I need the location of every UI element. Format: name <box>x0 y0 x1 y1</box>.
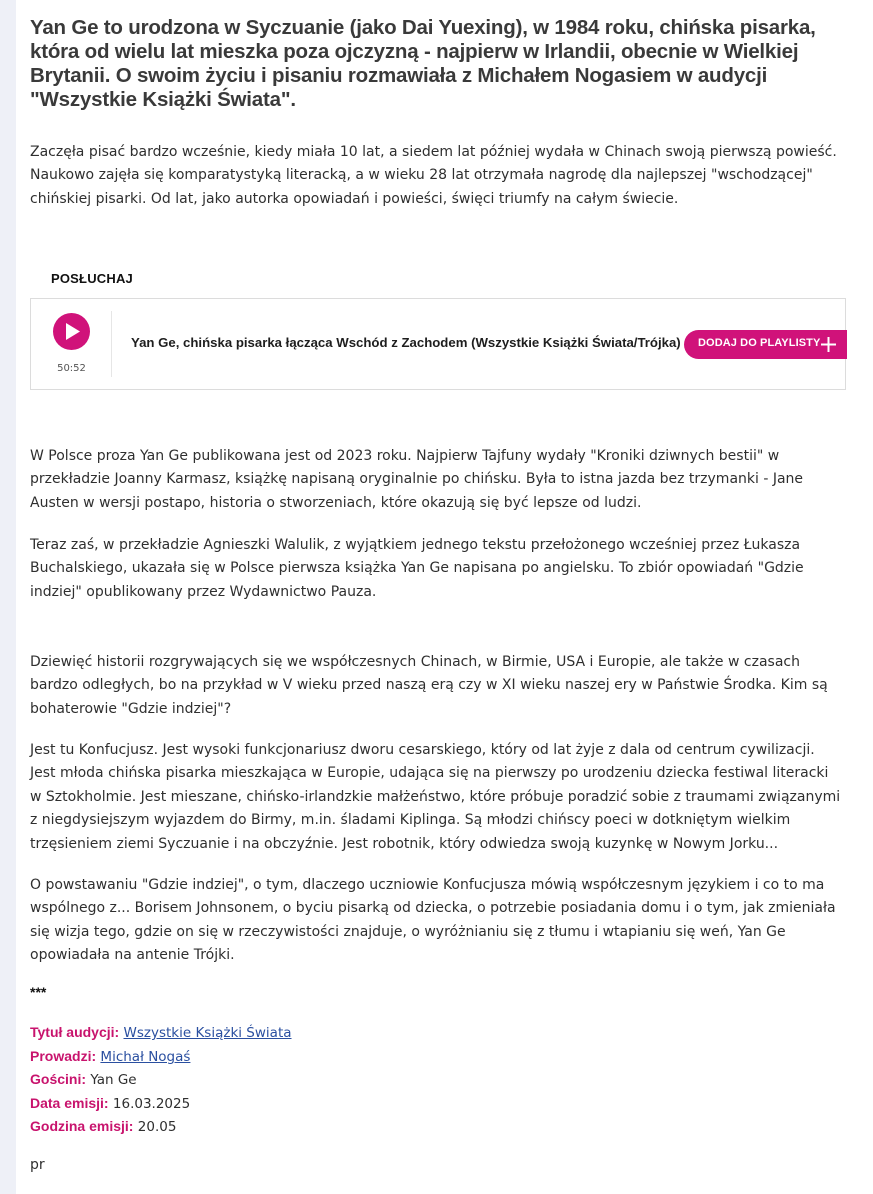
meta-date-value: 16.03.2025 <box>112 1096 191 1112</box>
meta-show-key: Tytuł audycji: <box>30 1024 120 1040</box>
article-paragraph-5: O powstawaniu "Gdzie indziej", o tym, dlaczego uczniowie Konfucjusza mówią współczesnym językiem i co to ma wspólnego z... Borisem Johnsonem, o byciu pisarką od dziecka, o potrzebie posiadania domu i o tym, jak zmieniała się wizja tego, gdzie on się w rzeczywistości znajduje, o wyróżnianiu się z tłumu i wtapianiu się weń, Yan Ge opowiadała na antenie Trójki. <box>30 877 836 964</box>
meta-host <box>30 1046 190 1067</box>
meta-host-key: Prowadzi: <box>30 1048 97 1064</box>
play-button[interactable] <box>53 313 90 350</box>
article-paragraph-3: Dziewięć historii rozgrywających się we współczesnych Chinach, w Birmie, USA i Europie, ale także w czasach bardzo odległych, bo na przykład w V wieku przed naszą erą czy w XI wieku naszej ery w Państwie Środka. Kim są bohaterowie "Gdzie indziej"? <box>30 654 828 717</box>
article-intro: Zaczęła pisać bardzo wcześnie, kiedy miała 10 lat, a siedem lat później wydała w Chinach swoją pierwszą powieść. Naukowo zajęła się komparatystyką literacką, a w wieku 28 lat otrzymała nagrodę dla najlepszej "wschodzącej" chińskiej pisarki. Od lat, jako autorka opowiadań i powieści, święci triumfy na całym świecie. <box>30 144 837 207</box>
add-to-playlist-button[interactable] <box>684 330 847 359</box>
meta-time-value: 20.05 <box>137 1119 177 1135</box>
section-separator: *** <box>30 984 47 1000</box>
player-divider <box>111 311 112 377</box>
meta-time <box>30 1116 176 1137</box>
add-to-playlist-label: DODAJ DO PLAYLISTY <box>698 337 821 349</box>
meta-date-key: Data emisji: <box>30 1095 109 1111</box>
host-link[interactable]: Michał Nogaś <box>100 1049 191 1065</box>
listen-label: POSŁUCHAJ <box>51 271 133 286</box>
author-signature: pr <box>30 1157 45 1173</box>
meta-time-key: Godzina emisji: <box>30 1118 134 1134</box>
audio-player <box>30 298 846 390</box>
audio-duration: 50:52 <box>57 363 86 374</box>
article-lead: Yan Ge to urodzona w Syczuanie (jako Dai Yuexing), w 1984 roku, chińska pisarka, która od wielu lat mieszka poza ojczyzną - najpierw w Irlandii, obecnie w Wielkiej Brytanii. O swoim życiu i pisaniu rozmawiała z Michałem Nogasiem w audycji "Wszystkie Książki Świata". <box>30 16 816 111</box>
audio-title: Yan Ge, chińska pisarka łącząca Wschód z Zachodem (Wszystkie Książki Świata/Trójka) <box>131 335 681 350</box>
show-link[interactable]: Wszystkie Książki Świata <box>123 1025 292 1041</box>
meta-show <box>30 1022 292 1043</box>
left-gutter <box>0 0 16 1194</box>
meta-guest <box>30 1069 137 1090</box>
article-paragraph-2: Teraz zaś, w przekładzie Agnieszki Walulik, z wyjątkiem jednego tekstu przełożonego wcześniej przez Łukasza Buchalskiego, ukazała się w Polsce pierwsza książka Yan Ge napisana po angielsku. To zbiór opowiadań "Gdzie indziej" opublikowany przez Wydawnictwo Pauza. <box>30 537 804 600</box>
article-paragraph-4: Jest tu Konfucjusz. Jest wysoki funkcjonariusz dworu cesarskiego, który od lat żyje z dala od centrum cywilizacji. Jest młoda chińska pisarka mieszkająca w Europie, udająca się na pierwszy po urodzeniu dziecka festiwal literacki w Sztokholmie. Jest mieszane, chińsko-irlandzkie małżeństwo, które próbuje poradzić sobie z traumami związanymi z niegdysiejszym wyjazdem do Birmy, m.in. śladami Kiplinga. Są młodzi chińscy poeci w dotkniętym wielkim trzęsieniem ziemi Syczuanie i na obczyźnie. Jest robotnik, który odwiedza swoją kuzynkę w Nowym Jorku... <box>30 742 841 852</box>
meta-date <box>30 1093 190 1114</box>
meta-guest-value: Yan Ge <box>90 1072 137 1088</box>
article-paragraph-1: W Polsce proza Yan Ge publikowana jest od 2023 roku. Najpierw Tajfuny wydały "Kroniki dziwnych bestii" w przekładzie Joanny Karmasz, książkę napisaną oryginalnie po chińsku. Była to istna jazda bez trzymanki - Jane Austen w wersji postapo, historia o stworzeniach, które okazują się być lepsze od ludzi. <box>30 448 804 511</box>
meta-guest-key: Gościni: <box>30 1071 87 1087</box>
plus-icon <box>821 337 836 352</box>
play-icon <box>65 323 81 340</box>
